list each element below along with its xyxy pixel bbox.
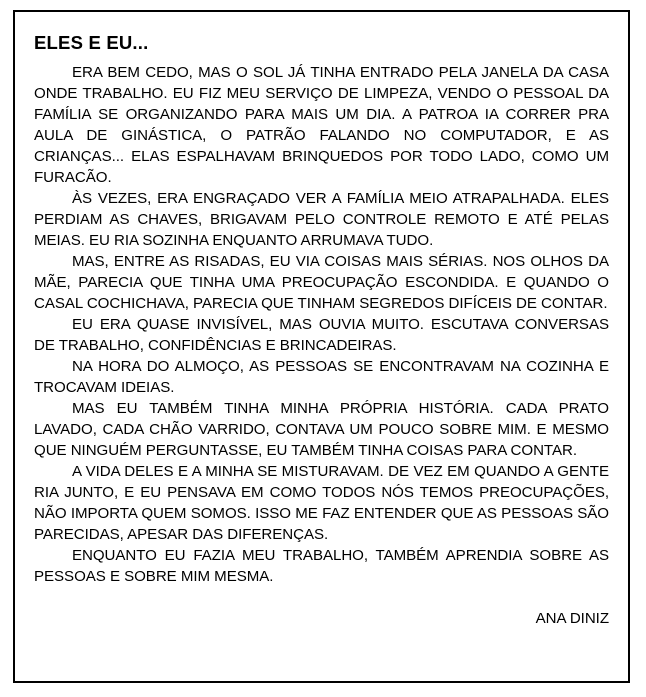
body-paragraph: MAS EU TAMBÉM TINHA MINHA PRÓPRIA HISTÓRIA. CADA PRATO LAVADO, CADA CHÃO VARRIDO, CONTAVA UM POUCO SOBRE MIM. E MESMO QUE NINGUÉM PERGUNTASSE, EU TAMBÉM TINHA COISAS PARA CONTAR.	[34, 400, 609, 459]
document-content	[15, 12, 628, 629]
body-paragraph: NA HORA DO ALMOÇO, AS PESSOAS SE ENCONTRAVAM NA COZINHA E TROCAVAM IDEIAS.	[34, 358, 609, 396]
body-paragraph: EU ERA QUASE INVISÍVEL, MAS OUVIA MUITO. ESCUTAVA CONVERSAS DE TRABALHO, CONFIDÊNCIAS E BRINCADEIRAS.	[34, 316, 609, 354]
author-signature: ANA DINIZ	[535, 610, 609, 627]
document-frame	[13, 10, 630, 683]
body-paragraph: ERA BEM CEDO, MAS O SOL JÁ TINHA ENTRADO PELA JANELA DA CASA ONDE TRABALHO. EU FIZ MEU SERVIÇO DE LIMPEZA, VENDO O PESSOAL DA FAMÍLIA SE ORGANIZANDO PARA MAIS UM DIA. A PATROA IA CORRER PRA AULA DE GINÁSTICA, O PATRÃO FALANDO NO COMPUTADOR, E AS CRIANÇAS... ELAS ESPALHAVAM BRINQUEDOS POR TODO LADO, COMO UM FURACÃO.	[34, 64, 609, 186]
body-paragraph: ÀS VEZES, ERA ENGRAÇADO VER A FAMÍLIA MEIO ATRAPALHADA. ELES PERDIAM AS CHAVES, BRIGAVAM PELO CONTROLE REMOTO E ATÉ PELAS MEIAS. EU RIA SOZINHA ENQUANTO ARRUMAVA TUDO.	[34, 190, 609, 249]
document-body	[34, 62, 609, 629]
body-paragraph: A VIDA DELES E A MINHA SE MISTURAVAM. DE VEZ EM QUANDO A GENTE RIA JUNTO, E EU PENSAVA EM COMO TODOS NÓS TEMOS PREOCUPAÇÕES, NÃO IMPORTA QUEM SOMOS. ISSO ME FAZ ENTENDER QUE AS PESSOAS SÃO PARECIDAS, APESAR DAS DIFERENÇAS.	[34, 463, 609, 543]
body-paragraph: ENQUANTO EU FAZIA MEU TRABALHO, TAMBÉM APRENDIA SOBRE AS PESSOAS E SOBRE MIM MESMA.	[34, 547, 609, 585]
body-paragraph: MAS, ENTRE AS RISADAS, EU VIA COISAS MAIS SÉRIAS. NOS OLHOS DA MÃE, PARECIA QUE TINHA UMA PREOCUPAÇÃO ESCONDIDA. E QUANDO O CASAL COCHICHAVA, PARECIA QUE TINHAM SEGREDOS DIFÍCEIS DE CONTAR.	[34, 253, 609, 312]
page-title: ELES E EU...	[34, 32, 149, 53]
